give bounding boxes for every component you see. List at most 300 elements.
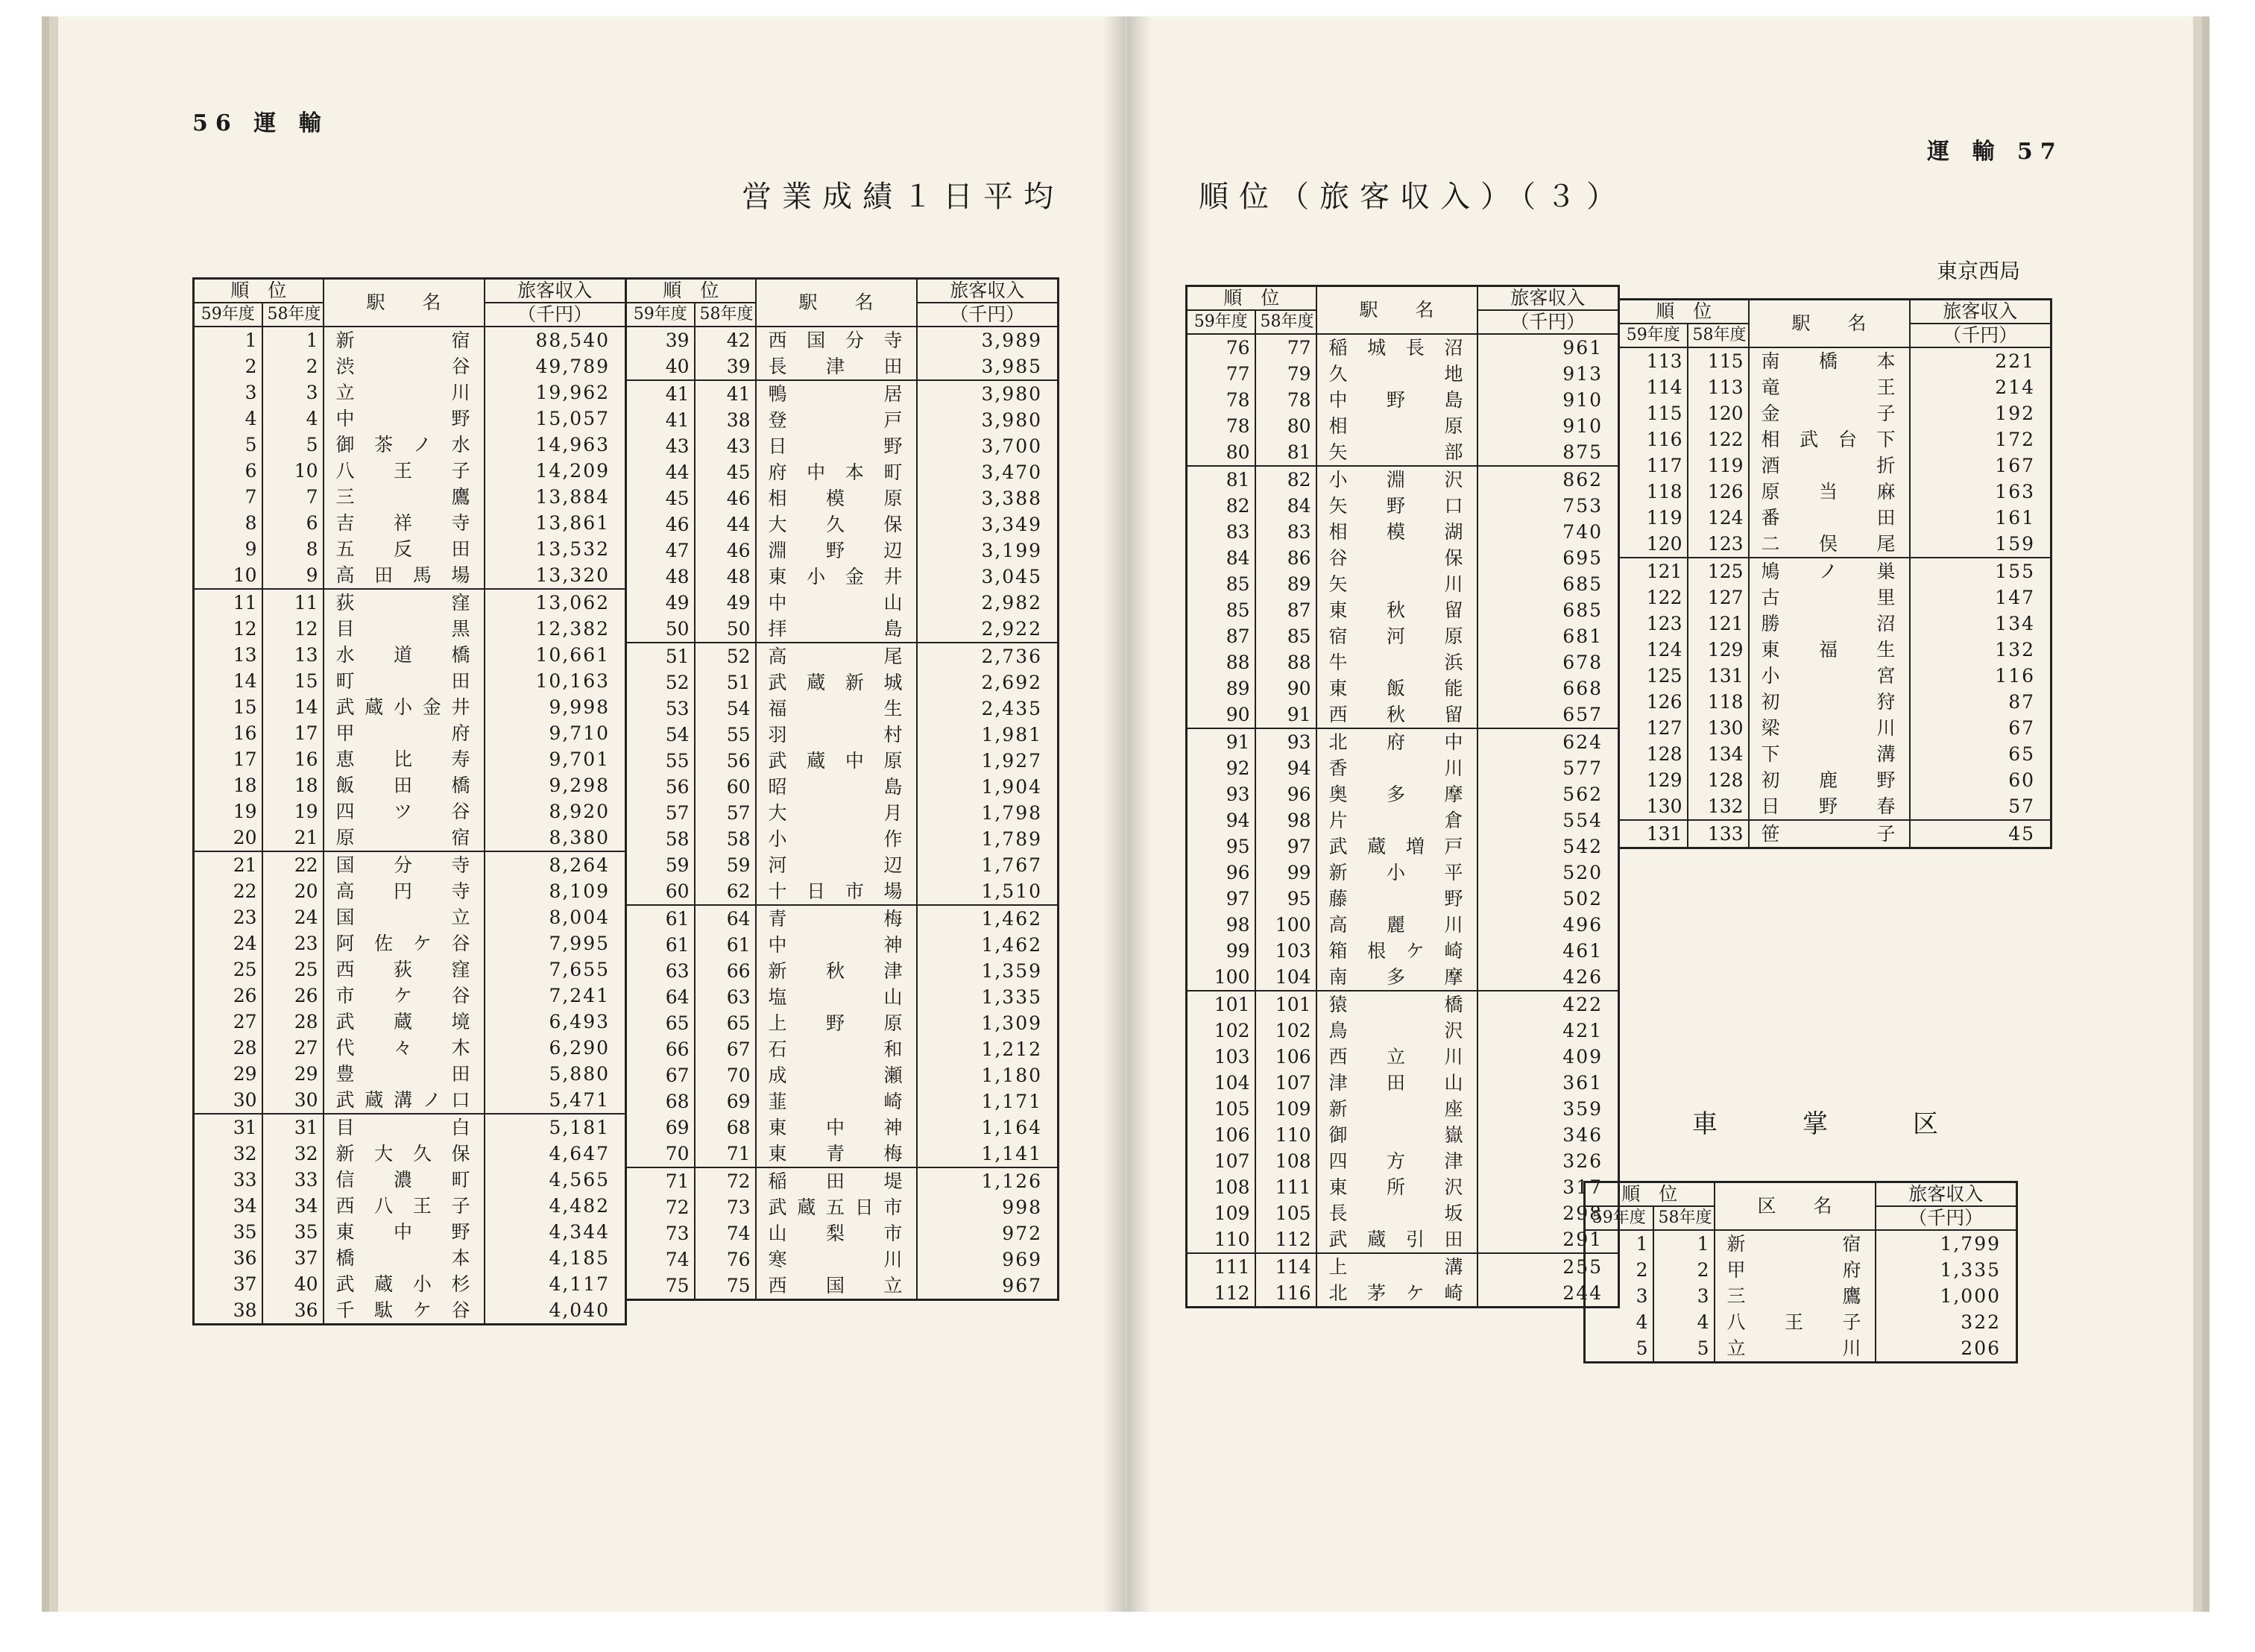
station-name: 新宿: [1715, 1230, 1876, 1257]
station-name: 牛浜: [1316, 649, 1477, 675]
station-name: 阿佐ケ谷: [324, 930, 485, 956]
rank-fy58: 38: [695, 407, 756, 433]
table-row: [626, 696, 1059, 722]
table-row: [626, 643, 1059, 669]
rank-fy58: 101: [1255, 991, 1316, 1018]
table-row: [194, 1035, 626, 1061]
station-name: 上野原: [756, 1010, 917, 1036]
passenger-revenue: 172: [1910, 426, 2051, 453]
rank-fy59: 129: [1619, 767, 1688, 793]
station-name: 御茶ノ水: [324, 432, 485, 458]
rank-fy59: 1: [1585, 1230, 1653, 1257]
rank-fy58: 78: [1255, 387, 1316, 413]
rank-fy59: 8: [194, 510, 262, 536]
station-name: 香川: [1316, 755, 1477, 781]
rank-fy59: 123: [1619, 611, 1688, 637]
rank-fy59: 68: [626, 1088, 695, 1115]
rank-fy59: 9: [194, 536, 262, 562]
rank-fy58: 106: [1255, 1044, 1316, 1070]
station-name: 新座: [1316, 1096, 1477, 1122]
passenger-revenue: 60: [1910, 767, 2051, 793]
rank-fy58: 30: [262, 1087, 324, 1114]
rank-fy58: 57: [695, 800, 756, 826]
rank-fy59: 3: [1585, 1283, 1653, 1309]
table-row: [194, 406, 626, 432]
passenger-revenue: 326: [1477, 1148, 1619, 1174]
rank-fy59: 18: [194, 772, 262, 798]
station-name: 谷保: [1316, 545, 1477, 571]
station-name: 塩山: [756, 984, 917, 1010]
station-name-header: 駅 名: [1749, 300, 1910, 348]
passenger-revenue: 4,344: [485, 1219, 626, 1245]
station-name: 西立川: [1316, 1044, 1477, 1070]
revenue-header: 旅客収入: [1876, 1182, 2017, 1207]
table-row: [1619, 663, 2051, 689]
table-row: [1187, 991, 1619, 1018]
rank-fy58: 48: [695, 564, 756, 590]
fy58-header: 58年度: [262, 303, 324, 327]
table-row: [1187, 466, 1619, 493]
passenger-revenue: 695: [1477, 545, 1619, 571]
rank-fy59: 57: [626, 800, 695, 826]
rank-fy58: 131: [1688, 663, 1749, 689]
table-row: [194, 746, 626, 772]
rank-fy58: 24: [262, 904, 324, 930]
rank-fy58: 46: [695, 537, 756, 564]
rank-fy59: 119: [1619, 505, 1688, 531]
rank-fy58: 2: [262, 353, 324, 379]
rank-fy58: 43: [695, 433, 756, 459]
table-row: [626, 1088, 1059, 1115]
station-name: 三鷹: [1715, 1283, 1876, 1309]
table-row: [194, 589, 626, 616]
rank-fy58: 107: [1255, 1070, 1316, 1096]
table-row: [1187, 387, 1619, 413]
station-name: 東福生: [1749, 637, 1910, 663]
station-name: 猿橋: [1316, 991, 1477, 1018]
passenger-revenue: 668: [1477, 675, 1619, 702]
table-row: [1187, 1200, 1619, 1226]
station-name: 矢部: [1316, 439, 1477, 466]
station-name: 片倉: [1316, 807, 1477, 833]
table-row: [194, 956, 626, 983]
rank-fy58: 88: [1255, 649, 1316, 675]
rank-fy58: 97: [1255, 833, 1316, 860]
rank-fy59: 85: [1187, 571, 1255, 597]
table-row: [1619, 637, 2051, 663]
station-name-header: 駅 名: [324, 279, 485, 327]
rank-fy58: 69: [695, 1088, 756, 1115]
station-name: 甲府: [1715, 1257, 1876, 1283]
rank-fy58: 32: [262, 1141, 324, 1167]
station-name: 国分寺: [324, 851, 485, 878]
table-row: [194, 353, 626, 379]
rank-fy58: 133: [1688, 820, 1749, 848]
station-name: 韮崎: [756, 1088, 917, 1115]
passenger-revenue: 1,126: [917, 1167, 1059, 1194]
station-name: 稲田堤: [756, 1167, 917, 1194]
station-name: 酒折: [1749, 453, 1910, 479]
passenger-revenue: 6,290: [485, 1035, 626, 1061]
rank-fy59: 65: [626, 1010, 695, 1036]
station-name: 藤野: [1316, 886, 1477, 912]
rank-fy58: 14: [262, 694, 324, 720]
rank-fy59: 70: [626, 1141, 695, 1167]
station-name: 小宮: [1749, 663, 1910, 689]
rank-fy59: 72: [626, 1194, 695, 1220]
rank-fy58: 103: [1255, 938, 1316, 964]
rank-fy59: 50: [626, 616, 695, 643]
station-name: 高尾: [756, 643, 917, 669]
rank-fy59: 41: [626, 407, 695, 433]
rank-fy58: 96: [1255, 781, 1316, 807]
passenger-revenue: 14,963: [485, 432, 626, 458]
station-name: 水道橋: [324, 642, 485, 668]
table-row: [1187, 361, 1619, 387]
ranking-table-d: [1618, 298, 2052, 849]
rank-fy58: 83: [1255, 519, 1316, 545]
passenger-revenue: 4,482: [485, 1193, 626, 1219]
passenger-revenue: 6,493: [485, 1009, 626, 1035]
passenger-revenue: 502: [1477, 886, 1619, 912]
rank-fy59: 39: [626, 327, 695, 353]
station-name-header: 駅 名: [1316, 286, 1477, 335]
passenger-revenue: 542: [1477, 833, 1619, 860]
passenger-revenue: 132: [1910, 637, 2051, 663]
passenger-revenue: 421: [1477, 1018, 1619, 1044]
passenger-revenue: 5,181: [485, 1114, 626, 1141]
rank-fy58: 73: [695, 1194, 756, 1220]
station-name: 渋谷: [324, 353, 485, 379]
table-row: [1187, 781, 1619, 807]
rank-fy58: 63: [695, 984, 756, 1010]
rank-fy59: 52: [626, 669, 695, 696]
table-row: [1585, 1230, 2017, 1257]
table-row: [1187, 519, 1619, 545]
rank-fy59: 56: [626, 774, 695, 800]
rank-header: 順 位: [1585, 1182, 1715, 1207]
rank-fy59: 13: [194, 642, 262, 668]
passenger-revenue: 1,981: [917, 722, 1059, 748]
table-row: [1619, 426, 2051, 453]
passenger-revenue: 3,199: [917, 537, 1059, 564]
passenger-revenue: 65: [1910, 741, 2051, 767]
table-row: [1187, 1044, 1619, 1070]
rank-fy59: 6: [194, 458, 262, 484]
rank-fy58: 112: [1255, 1226, 1316, 1253]
rank-fy58: 81: [1255, 439, 1316, 466]
station-name: 武蔵境: [324, 1009, 485, 1035]
rank-fy58: 18: [262, 772, 324, 798]
table-row: [194, 930, 626, 956]
station-name: 武蔵引田: [1316, 1226, 1477, 1253]
passenger-revenue: 161: [1910, 505, 2051, 531]
fy58-header: 58年度: [1255, 310, 1316, 334]
rank-fy59: 115: [1619, 400, 1688, 426]
rank-fy58: 123: [1688, 531, 1749, 558]
table-row: [194, 1087, 626, 1114]
rank-fy58: 52: [695, 643, 756, 669]
passenger-revenue: 496: [1477, 912, 1619, 938]
rank-fy59: 14: [194, 668, 262, 694]
passenger-revenue: 10,163: [485, 668, 626, 694]
rank-fy58: 129: [1688, 637, 1749, 663]
rank-fy59: 24: [194, 930, 262, 956]
table-row: [194, 668, 626, 694]
passenger-revenue: 875: [1477, 439, 1619, 466]
rank-fy58: 94: [1255, 755, 1316, 781]
rank-fy59: 71: [626, 1167, 695, 1194]
passenger-revenue: 3,985: [917, 353, 1059, 380]
station-name: 寒川: [756, 1246, 917, 1273]
table-row: [1187, 886, 1619, 912]
table-row: [1619, 767, 2051, 793]
rank-fy58: 60: [695, 774, 756, 800]
rank-fy58: 46: [695, 485, 756, 511]
table-row: [194, 379, 626, 406]
rank-fy58: 120: [1688, 400, 1749, 426]
station-name: 小作: [756, 826, 917, 852]
rank-fy59: 22: [194, 878, 262, 904]
rank-fy59: 15: [194, 694, 262, 720]
table-row: [1187, 597, 1619, 623]
region-label: 東京西局: [1937, 259, 2021, 283]
station-name: 河辺: [756, 852, 917, 878]
station-name: 初狩: [1749, 689, 1910, 715]
table-row: [194, 1245, 626, 1271]
station-name: 矢野口: [1316, 493, 1477, 519]
rank-fy58: 2: [1653, 1257, 1715, 1283]
rank-fy59: 81: [1187, 466, 1255, 493]
station-name: 豊田: [324, 1061, 485, 1087]
passenger-revenue: 291: [1477, 1226, 1619, 1253]
station-name-header: 駅 名: [756, 279, 917, 327]
rank-fy58: 67: [695, 1036, 756, 1062]
passenger-revenue: 3,700: [917, 433, 1059, 459]
passenger-revenue: 3,470: [917, 459, 1059, 485]
station-name: 昭島: [756, 774, 917, 800]
unit-header: （千円）: [1876, 1206, 2017, 1230]
station-name: 新宿: [324, 327, 485, 353]
passenger-revenue: 2,692: [917, 669, 1059, 696]
rank-fy59: 100: [1187, 964, 1255, 991]
rank-fy58: 115: [1688, 347, 1749, 374]
fy58-header: 58年度: [1653, 1206, 1715, 1230]
passenger-revenue: 961: [1477, 334, 1619, 361]
rank-fy58: 49: [695, 590, 756, 616]
rank-fy59: 99: [1187, 938, 1255, 964]
station-name: 十日市場: [756, 878, 917, 905]
table-row: [194, 562, 626, 589]
rank-fy58: 4: [262, 406, 324, 432]
station-name: 高田馬場: [324, 562, 485, 589]
table-row: [1187, 413, 1619, 439]
station-name: 勝沼: [1749, 611, 1910, 637]
station-name: 代々木: [324, 1035, 485, 1061]
table-row: [1619, 611, 2051, 637]
rank-fy59: 63: [626, 958, 695, 984]
passenger-revenue: 1,335: [917, 984, 1059, 1010]
rank-fy58: 8: [262, 536, 324, 562]
passenger-revenue: 1,799: [1876, 1230, 2017, 1257]
rank-fy58: 25: [262, 956, 324, 983]
rank-fy59: 73: [626, 1220, 695, 1246]
passenger-revenue: 913: [1477, 361, 1619, 387]
table-row: [1187, 964, 1619, 991]
rank-fy59: 33: [194, 1167, 262, 1193]
passenger-revenue: 1,180: [917, 1062, 1059, 1088]
station-name: 東中神: [756, 1115, 917, 1141]
passenger-revenue: 19,962: [485, 379, 626, 406]
station-name: 鳩ノ巣: [1749, 558, 1910, 584]
revenue-header: 旅客収入: [917, 279, 1059, 303]
rank-fy59: 112: [1187, 1280, 1255, 1308]
passenger-revenue: 163: [1910, 479, 2051, 505]
station-name: 西秋留: [1316, 702, 1477, 728]
table-row: [1187, 728, 1619, 755]
table-row: [1187, 833, 1619, 860]
rank-fy59: 21: [194, 851, 262, 878]
passenger-revenue: 910: [1477, 413, 1619, 439]
passenger-revenue: 155: [1910, 558, 2051, 584]
passenger-revenue: 9,998: [485, 694, 626, 720]
table-row: [626, 616, 1059, 643]
rank-fy59: 31: [194, 1114, 262, 1141]
passenger-revenue: 221: [1910, 347, 2051, 374]
rank-fy58: 35: [262, 1219, 324, 1245]
table-row: [626, 353, 1059, 380]
rank-fy58: 90: [1255, 675, 1316, 702]
station-name: 目白: [324, 1114, 485, 1141]
unit-header: （千円）: [485, 303, 626, 327]
passenger-revenue: 657: [1477, 702, 1619, 728]
rank-fy59: 4: [1585, 1309, 1653, 1335]
table-row: [1187, 1070, 1619, 1096]
rank-fy59: 98: [1187, 912, 1255, 938]
rank-fy58: 10: [262, 458, 324, 484]
rank-fy59: 66: [626, 1036, 695, 1062]
station-name: 上溝: [1316, 1253, 1477, 1280]
station-name: 成瀬: [756, 1062, 917, 1088]
passenger-revenue: 910: [1477, 387, 1619, 413]
rank-fy58: 104: [1255, 964, 1316, 991]
rank-fy58: 58: [695, 826, 756, 852]
passenger-revenue: 255: [1477, 1253, 1619, 1280]
station-name: 飯田橋: [324, 772, 485, 798]
rank-fy58: 22: [262, 851, 324, 878]
rank-fy59: 104: [1187, 1070, 1255, 1096]
rank-fy59: 88: [1187, 649, 1255, 675]
rank-fy58: 126: [1688, 479, 1749, 505]
rank-fy58: 105: [1255, 1200, 1316, 1226]
passenger-revenue: 3,980: [917, 407, 1059, 433]
passenger-revenue: 57: [1910, 793, 2051, 820]
rank-fy58: 15: [262, 668, 324, 694]
passenger-revenue: 298: [1477, 1200, 1619, 1226]
rank-fy59: 87: [1187, 623, 1255, 649]
passenger-revenue: 8,004: [485, 904, 626, 930]
table-row: [626, 878, 1059, 905]
rank-fy58: 19: [262, 798, 324, 825]
station-name: 山梨市: [756, 1220, 917, 1246]
rank-fy59: 28: [194, 1035, 262, 1061]
rank-fy58: 121: [1688, 611, 1749, 637]
passenger-revenue: 1,927: [917, 748, 1059, 774]
passenger-revenue: 359: [1477, 1096, 1619, 1122]
rank-fy58: 127: [1688, 584, 1749, 611]
table-row: [1187, 1018, 1619, 1044]
passenger-revenue: 45: [1910, 820, 2051, 848]
table-row: [194, 536, 626, 562]
rank-fy58: 68: [695, 1115, 756, 1141]
station-name: 武蔵小杉: [324, 1271, 485, 1297]
passenger-revenue: 8,380: [485, 825, 626, 851]
station-name: 石和: [756, 1036, 917, 1062]
rank-fy58: 75: [695, 1273, 756, 1300]
station-name: 登戸: [756, 407, 917, 433]
table-row: [1619, 347, 2051, 374]
station-name: 梁川: [1749, 715, 1910, 741]
right-running-head: 運 輸 57: [1927, 139, 2063, 165]
table-row: [1187, 807, 1619, 833]
passenger-revenue: 192: [1910, 400, 2051, 426]
rank-fy59: 55: [626, 748, 695, 774]
rank-fy58: 128: [1688, 767, 1749, 793]
unit-header: （千円）: [1477, 310, 1619, 334]
rank-fy59: 107: [1187, 1148, 1255, 1174]
passenger-revenue: 685: [1477, 571, 1619, 597]
rank-fy59: 122: [1619, 584, 1688, 611]
station-name: 武蔵中原: [756, 748, 917, 774]
passenger-revenue: 7,241: [485, 983, 626, 1009]
conductor-depot-title: 車 掌 区: [1692, 1109, 1968, 1139]
passenger-revenue: 520: [1477, 860, 1619, 886]
table-row: [1585, 1257, 2017, 1283]
rank-fy58: 111: [1255, 1174, 1316, 1200]
station-name: 相原: [1316, 413, 1477, 439]
rank-fy59: 101: [1187, 991, 1255, 1018]
station-name: 町田: [324, 668, 485, 694]
rank-fy59: 43: [626, 433, 695, 459]
table-row: [626, 380, 1059, 407]
rank-fy59: 30: [194, 1087, 262, 1114]
rank-fy58: 55: [695, 722, 756, 748]
table-row: [194, 1271, 626, 1297]
station-name: 武蔵新城: [756, 669, 917, 696]
passenger-revenue: 562: [1477, 781, 1619, 807]
table-row: [626, 1036, 1059, 1062]
rank-fy59: 67: [626, 1062, 695, 1088]
rank-fy59: 60: [626, 878, 695, 905]
passenger-revenue: 9,701: [485, 746, 626, 772]
rank-fy59: 127: [1619, 715, 1688, 741]
passenger-revenue: 322: [1876, 1309, 2017, 1335]
station-name: 淵野辺: [756, 537, 917, 564]
rank-fy59: 32: [194, 1141, 262, 1167]
table-row: [1619, 479, 2051, 505]
passenger-revenue: 5,880: [485, 1061, 626, 1087]
rank-fy58: 132: [1688, 793, 1749, 820]
rank-fy59: 131: [1619, 820, 1688, 848]
rank-fy58: 3: [1653, 1283, 1715, 1309]
table-row: [1187, 1253, 1619, 1280]
rank-fy58: 130: [1688, 715, 1749, 741]
passenger-revenue: 1,164: [917, 1115, 1059, 1141]
left-running-head: 56 運 輸: [192, 110, 329, 136]
passenger-revenue: 426: [1477, 964, 1619, 991]
passenger-revenue: 7,995: [485, 930, 626, 956]
station-name: 古里: [1749, 584, 1910, 611]
